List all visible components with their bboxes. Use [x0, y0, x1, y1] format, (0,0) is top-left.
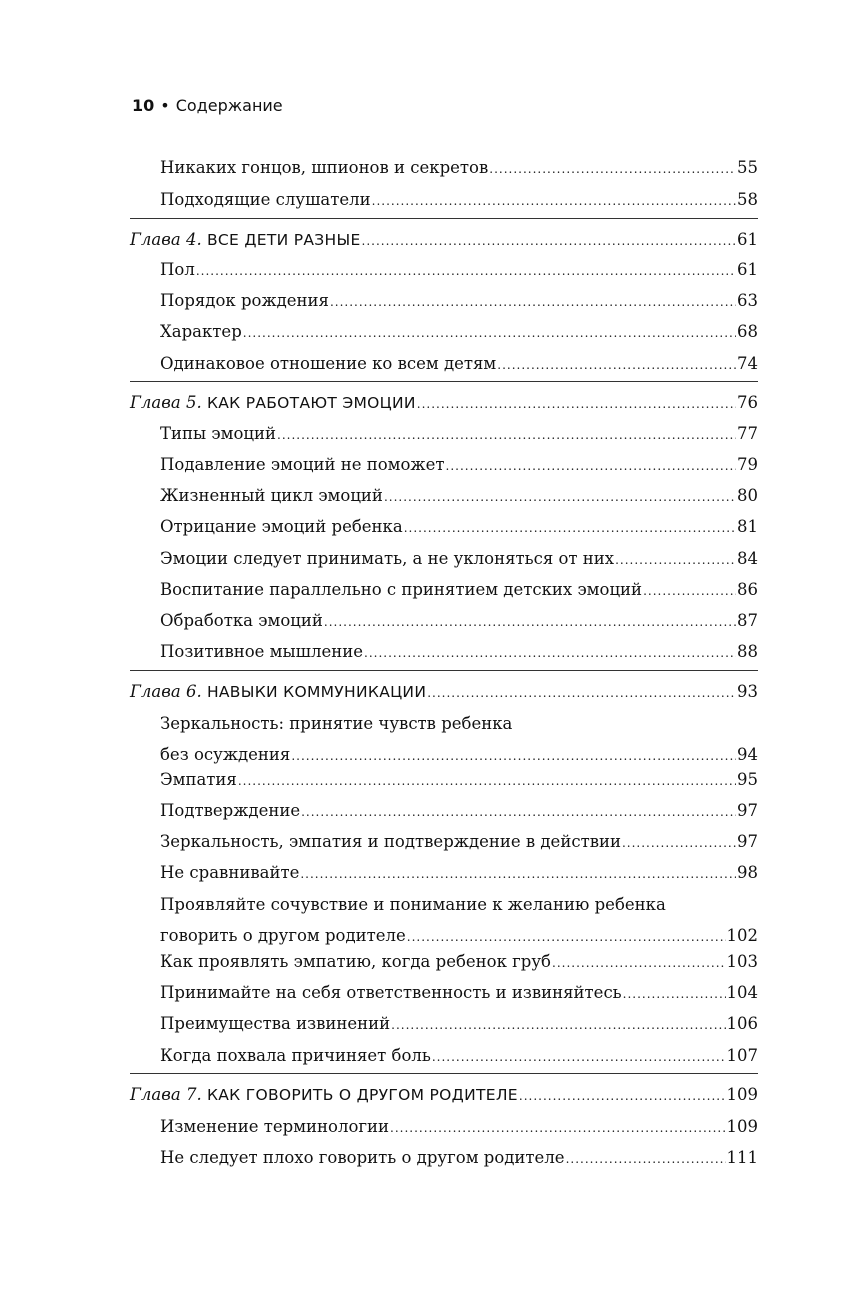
dot-leader [615, 549, 736, 571]
page-reference: 74 [737, 354, 758, 373]
dot-leader [446, 455, 737, 477]
section-title: Принимайте на себя ответственность и извиняйтесь [160, 983, 622, 1002]
section-title: Одинаковое отношение ко всем детям [160, 354, 497, 373]
page-reference: 95 [737, 770, 758, 789]
page-reference: 106 [726, 1014, 758, 1033]
section-title: Воспитание параллельно с принятием детских эмоций [160, 580, 643, 599]
dot-leader [372, 190, 736, 212]
page-reference: 94 [737, 745, 758, 764]
page-reference: 80 [737, 486, 758, 505]
toc-section-entry[interactable] [160, 1116, 758, 1139]
page-reference: 68 [737, 322, 758, 341]
toc-section-entry[interactable] [160, 1147, 758, 1170]
dot-leader [291, 745, 736, 767]
page-reference: 61 [737, 260, 758, 279]
dot-leader [497, 354, 736, 376]
dot-leader [552, 952, 726, 974]
dot-leader [566, 1148, 726, 1170]
page-reference: 88 [737, 642, 758, 661]
section-title: Изменение терминологии [160, 1117, 390, 1136]
page-reference: 93 [737, 682, 758, 701]
dot-leader [300, 863, 736, 885]
toc-chapter-entry[interactable] [130, 1084, 758, 1107]
section-title: Эмпатия [160, 770, 237, 789]
toc-section-entry[interactable] [160, 951, 758, 974]
chapter-title: КАК РАБОТАЮТ ЭМОЦИИ [206, 394, 416, 412]
page-reference: 109 [726, 1117, 758, 1136]
page-reference: 97 [737, 832, 758, 851]
dot-leader [404, 517, 736, 539]
page-reference: 58 [737, 190, 758, 209]
dot-leader [362, 230, 736, 252]
section-title: Подавление эмоций не поможет [160, 455, 445, 474]
chapter-title: НАВЫКИ КОММУНИКАЦИИ [206, 683, 427, 701]
page-number: 10 [132, 96, 155, 115]
page-reference: 84 [737, 549, 758, 568]
dot-leader [432, 1046, 726, 1068]
chapter-label: Глава 6. [130, 682, 202, 701]
toc-section-entry[interactable] [160, 1045, 758, 1068]
toc-section-entry[interactable] [160, 423, 758, 446]
dot-leader [643, 580, 736, 602]
dot-leader [324, 611, 736, 633]
chapter-title: ВСЕ ДЕТИ РАЗНЫЕ [206, 231, 361, 249]
page-reference: 79 [737, 455, 758, 474]
toc-entry-title-line1[interactable]: Проявляйте сочувствие и понимание к желанию ребенка [160, 895, 666, 914]
toc-section-entry[interactable] [160, 831, 758, 854]
page-reference: 77 [737, 424, 758, 443]
toc-entry-title-line1[interactable]: Зеркальность: принятие чувств ребенка [160, 714, 513, 733]
dot-leader [196, 260, 736, 282]
section-title: Подтверждение [160, 801, 301, 820]
section-title: Характер [160, 322, 242, 341]
toc-section-entry[interactable] [160, 744, 758, 767]
chapter-heading [130, 681, 426, 703]
toc-section-entry[interactable] [160, 610, 758, 633]
page-reference: 97 [737, 801, 758, 820]
dot-leader [301, 801, 736, 823]
chapter-title: КАК ГОВОРИТЬ О ДРУГОМ РОДИТЕЛЕ [206, 1086, 518, 1104]
dot-leader [364, 642, 736, 664]
section-title: Как проявлять эмпатию, когда ребенок груб [160, 952, 551, 971]
dot-leader [427, 682, 736, 704]
dot-leader [384, 486, 736, 508]
section-title: Порядок рождения [160, 291, 329, 310]
dot-leader [417, 393, 736, 415]
toc-section-entry[interactable] [160, 769, 758, 792]
section-title: Когда похвала причиняет боль [160, 1046, 431, 1065]
running-head [132, 96, 283, 115]
toc-section-entry[interactable] [160, 259, 758, 282]
dot-leader [243, 322, 736, 344]
dot-leader [623, 983, 726, 1005]
dot-leader [390, 1117, 725, 1139]
section-title: Эмоции следует принимать, а не уклоняться от них [160, 549, 615, 568]
header-separator: • [160, 96, 170, 115]
section-title: Преимущества извинений [160, 1014, 391, 1033]
page-reference: 55 [737, 158, 758, 177]
page-reference: 102 [726, 926, 758, 945]
dot-leader [407, 926, 726, 948]
section-title: Типы эмоций [160, 424, 276, 443]
page-reference: 107 [726, 1046, 758, 1065]
section-title: Пол [160, 260, 195, 279]
toc-chapter-entry[interactable] [130, 681, 758, 704]
section-title: говорить о другом родителе [160, 926, 406, 945]
toc-section-entry[interactable] [160, 321, 758, 344]
dot-leader [330, 291, 736, 313]
page-reference: 61 [737, 230, 758, 249]
section-title: Жизненный цикл эмоций [160, 486, 383, 505]
page-reference: 103 [726, 952, 758, 971]
dot-leader [277, 424, 736, 446]
page-reference: 86 [737, 580, 758, 599]
toc-section-entry[interactable] [160, 290, 758, 313]
section-title: без осуждения [160, 745, 291, 764]
chapter-heading [130, 392, 416, 414]
chapter-heading [130, 229, 361, 251]
dot-leader [489, 158, 736, 180]
chapter-divider [130, 670, 758, 671]
toc-section-entry[interactable] [160, 157, 758, 180]
toc-section-entry[interactable] [160, 189, 758, 212]
page-reference: 111 [726, 1148, 758, 1167]
toc-section-entry[interactable] [160, 516, 758, 539]
chapter-label: Глава 5. [130, 393, 202, 412]
toc-section-entry[interactable] [160, 862, 758, 885]
toc-section-entry[interactable] [160, 548, 758, 571]
dot-leader [238, 770, 736, 792]
toc-chapter-entry[interactable] [130, 229, 758, 252]
section-title: Подходящие слушатели [160, 190, 371, 209]
page-reference: 109 [726, 1085, 758, 1104]
page-reference: 87 [737, 611, 758, 630]
section-title: Не следует плохо говорить о другом родителе [160, 1148, 565, 1167]
toc-section-entry[interactable] [160, 1013, 758, 1036]
toc-section-entry[interactable] [160, 925, 758, 948]
toc-chapter-entry[interactable] [130, 392, 758, 415]
dot-leader [519, 1085, 726, 1107]
chapter-label: Глава 7. [130, 1085, 202, 1104]
toc-section-entry[interactable] [160, 454, 758, 477]
running-title: Содержание [175, 96, 283, 115]
toc-section-entry[interactable] [160, 353, 758, 376]
chapter-divider [130, 1073, 758, 1074]
section-title: Никаких гонцов, шпионов и секретов [160, 158, 489, 177]
toc-section-entry[interactable] [160, 579, 758, 602]
chapter-label: Глава 4. [130, 230, 202, 249]
chapter-divider [130, 218, 758, 219]
page-reference: 63 [737, 291, 758, 310]
dot-leader [391, 1014, 725, 1036]
section-title: Отрицание эмоций ребенка [160, 517, 403, 536]
page-reference: 104 [726, 983, 758, 1002]
page-reference: 81 [737, 517, 758, 536]
section-title: Обработка эмоций [160, 611, 323, 630]
toc-section-entry[interactable] [160, 800, 758, 823]
section-title: Позитивное мышление [160, 642, 363, 661]
page-reference: 98 [737, 863, 758, 882]
toc-section-entry[interactable] [160, 485, 758, 508]
toc-section-entry[interactable] [160, 641, 758, 664]
page-reference: 76 [737, 393, 758, 412]
dot-leader [622, 832, 736, 854]
toc-section-entry[interactable] [160, 982, 758, 1005]
section-title: Не сравнивайте [160, 863, 300, 882]
section-title: Зеркальность, эмпатия и подтверждение в действии [160, 832, 621, 851]
chapter-heading [130, 1084, 518, 1106]
chapter-divider [130, 381, 758, 382]
